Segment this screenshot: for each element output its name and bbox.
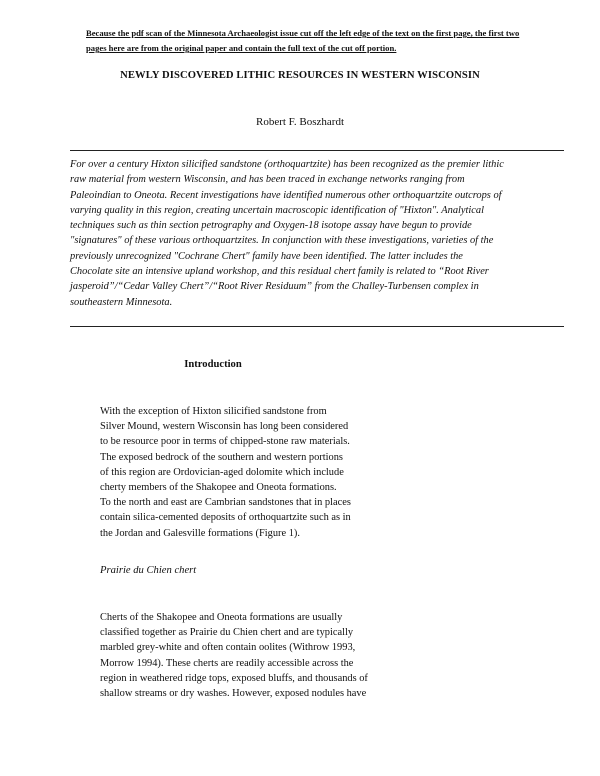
abstract-top-rule	[70, 150, 564, 151]
paragraph-line: With the exception of Hixton silicified sandstone from	[100, 406, 327, 417]
paragraph-line: The exposed bedrock of the southern and western portions	[100, 451, 343, 463]
introduction-paragraph	[100, 404, 351, 541]
abstract-line: "signatures" of these various orthoquartzites. In conjunction with these investigations, varieties of the	[70, 235, 494, 247]
paragraph-line: cherty members of the Shakopee and Oneota formations.	[100, 482, 337, 494]
paragraph-line: of this region are Ordovician-aged dolomite which include	[100, 466, 344, 478]
abstract-line: varying quality in this region, creating uncertain macroscopic identification of "Hixton". Analytical	[70, 204, 484, 216]
abstract-line: southeastern Minnesota.	[70, 296, 173, 308]
paragraph-line: the Jordan and Galesville formations (Figure 1).	[100, 527, 300, 539]
abstract-line: Paleoindian to Oneota. Recent investigations have identified numerous other orthoquartzite outcrops of	[70, 189, 502, 201]
prairie-paragraph	[100, 610, 368, 701]
introduction-heading: Introduction	[184, 359, 242, 370]
abstract-line: previously unrecognized "Cochrane Chert" family have been identified. The latter includes the	[70, 250, 463, 262]
abstract-bottom-rule	[70, 326, 564, 327]
paragraph-line: Cherts of the Shakopee and Oneota formations are usually	[100, 612, 343, 623]
prairie-du-chien-heading: Prairie du Chien chert	[100, 565, 197, 576]
paragraph-line: marbled grey-white and often contain oolites (Withrow 1993,	[100, 642, 356, 654]
paragraph-line: region in weathered ridge tops, exposed bluffs, and thousands of	[100, 672, 368, 684]
paragraph-line: to be resource poor in terms of chipped-stone raw materials.	[100, 436, 350, 448]
abstract-line: Chocolate site an intensive upland workshop, and this residual chert family is related to “Root River	[70, 266, 489, 278]
scan-note-line: Because the pdf scan of the Minnesota Archaeologist issue cut off the left edge of the text on the first page, the first two	[86, 28, 520, 38]
abstract-line: techniques such as thin section petrography and Oxygen-18 isotope assay have begun to provide	[70, 220, 472, 232]
paragraph-line: contain silica-cemented deposits of orthoquartzite such as in	[100, 512, 351, 524]
paragraph-line: shallow streams or dry washes. However, exposed nodules have	[100, 688, 367, 700]
abstract-line: For over a century Hixton silicified sandstone (orthoquartzite) has been recognized as the premier lithic	[70, 159, 504, 170]
paragraph-line: Morrow 1994). These cherts are readily accessible across the	[100, 657, 354, 669]
scan-note-line: pages here are from the original paper and contain the full text of the cut off portion.	[86, 43, 397, 53]
author-name: Robert F. Boszhardt	[255, 116, 345, 128]
paragraph-line: To the north and east are Cambrian sandstones that in places	[100, 497, 351, 509]
paper-title: NEWLY DISCOVERED LITHIC RESOURCES IN WESTERN WISCONSIN	[120, 70, 480, 81]
abstract-line: jasperoid”/“Cedar Valley Chert”/“Root River Residuum” from the Challey-Turbensen complex in	[70, 281, 479, 293]
abstract-line: raw material from western Wisconsin, and has been traced in exchange networks ranging from	[70, 174, 465, 186]
scan-note	[86, 26, 582, 56]
paragraph-line: Silver Mound, western Wisconsin has long been considered	[100, 421, 349, 433]
abstract	[70, 157, 564, 310]
paragraph-line: classified together as Prairie du Chien chert and are typically	[100, 627, 354, 639]
